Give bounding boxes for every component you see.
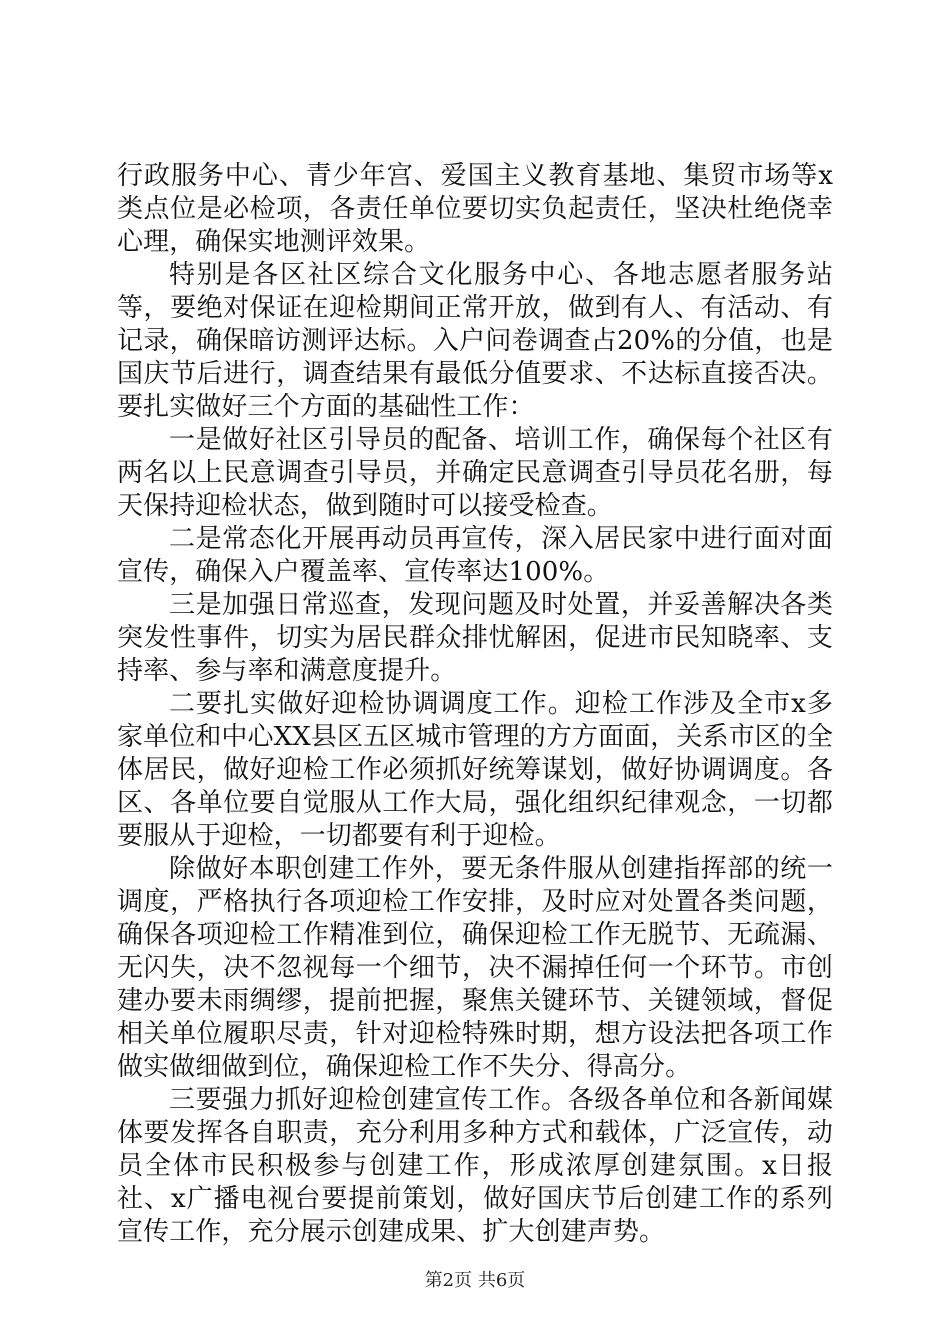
paragraph-6: 二要扎实做好迎检协调调度工作。迎检工作涉及全市x多家单位和中心XX县区五区城市管理的方方面面，关系市区的全体居民，做好迎检工作必须抓好统筹谋划，做好协调调度。各区、各单位要自觉服从工作大局，强化组织纪律观念，一切都要服从于迎检，一切都要有利于迎检。	[117, 689, 833, 851]
paragraph-1: 行政服务中心、青少年宫、爱国主义教育基地、集贸市场等x类点位是必检项，各责任单位要切实负起责任，坚决杜绝侥幸心理，确保实地测评效果。	[117, 161, 833, 257]
paragraph-2: 特别是各区社区综合文化服务中心、各地志愿者服务站等，要绝对保证在迎检期间正常开放，做到有人、有活动、有记录，确保暗访测评达标。入户问卷调查占20%的分值，也是国庆节后进行，调查结果有最低分值要求、不达标直接否决。要扎实做好三个方面的基础性工作：	[117, 260, 833, 422]
paragraph-4: 二是常态化开展再动员再宣传，深入居民家中进行面对面宣传，确保入户覆盖率、宣传率达100%。	[117, 524, 833, 587]
paragraph-5: 三是加强日常巡查，发现问题及时处置，并妥善解决各类突发性事件，切实为居民群众排忧解困，促进市民知晓率、支持率、参与率和满意度提升。	[117, 590, 833, 686]
page-number-footer: 第2页 共6页	[424, 1270, 526, 1291]
paragraph-7: 除做好本职创建工作外，要无条件服从创建指挥部的统一调度，严格执行各项迎检工作安排，及时应对处置各类问题，确保各项迎检工作精准到位，确保迎检工作无脱节、无疏漏、无闪失，决不忽视每一个细节，决不漏掉任何一个环节。市创建办要未雨绸缪，提前把握，聚焦关键环节、关键领域，督促相关单位履职尽责，针对迎检特殊时期，想方设法把各项工作做实做细做到位，确保迎检工作不失分、得高分。	[117, 854, 833, 1082]
paragraph-3: 一是做好社区引导员的配备、培训工作，确保每个社区有两名以上民意调查引导员，并确定民意调查引导员花名册，每天保持迎检状态，做到随时可以接受检查。	[117, 425, 833, 521]
paragraph-8: 三要强力抓好迎检创建宣传工作。各级各单位和各新闻媒体要发挥各自职责，充分利用多种方式和载体，广泛宣传，动员全体市民积极参与创建工作，形成浓厚创建氛围。x日报社、x广播电视台要提前策划，做好国庆节后创建工作的系列宣传工作，充分展示创建成果、扩大创建声势。	[117, 1085, 833, 1247]
document-body	[117, 160, 833, 1249]
